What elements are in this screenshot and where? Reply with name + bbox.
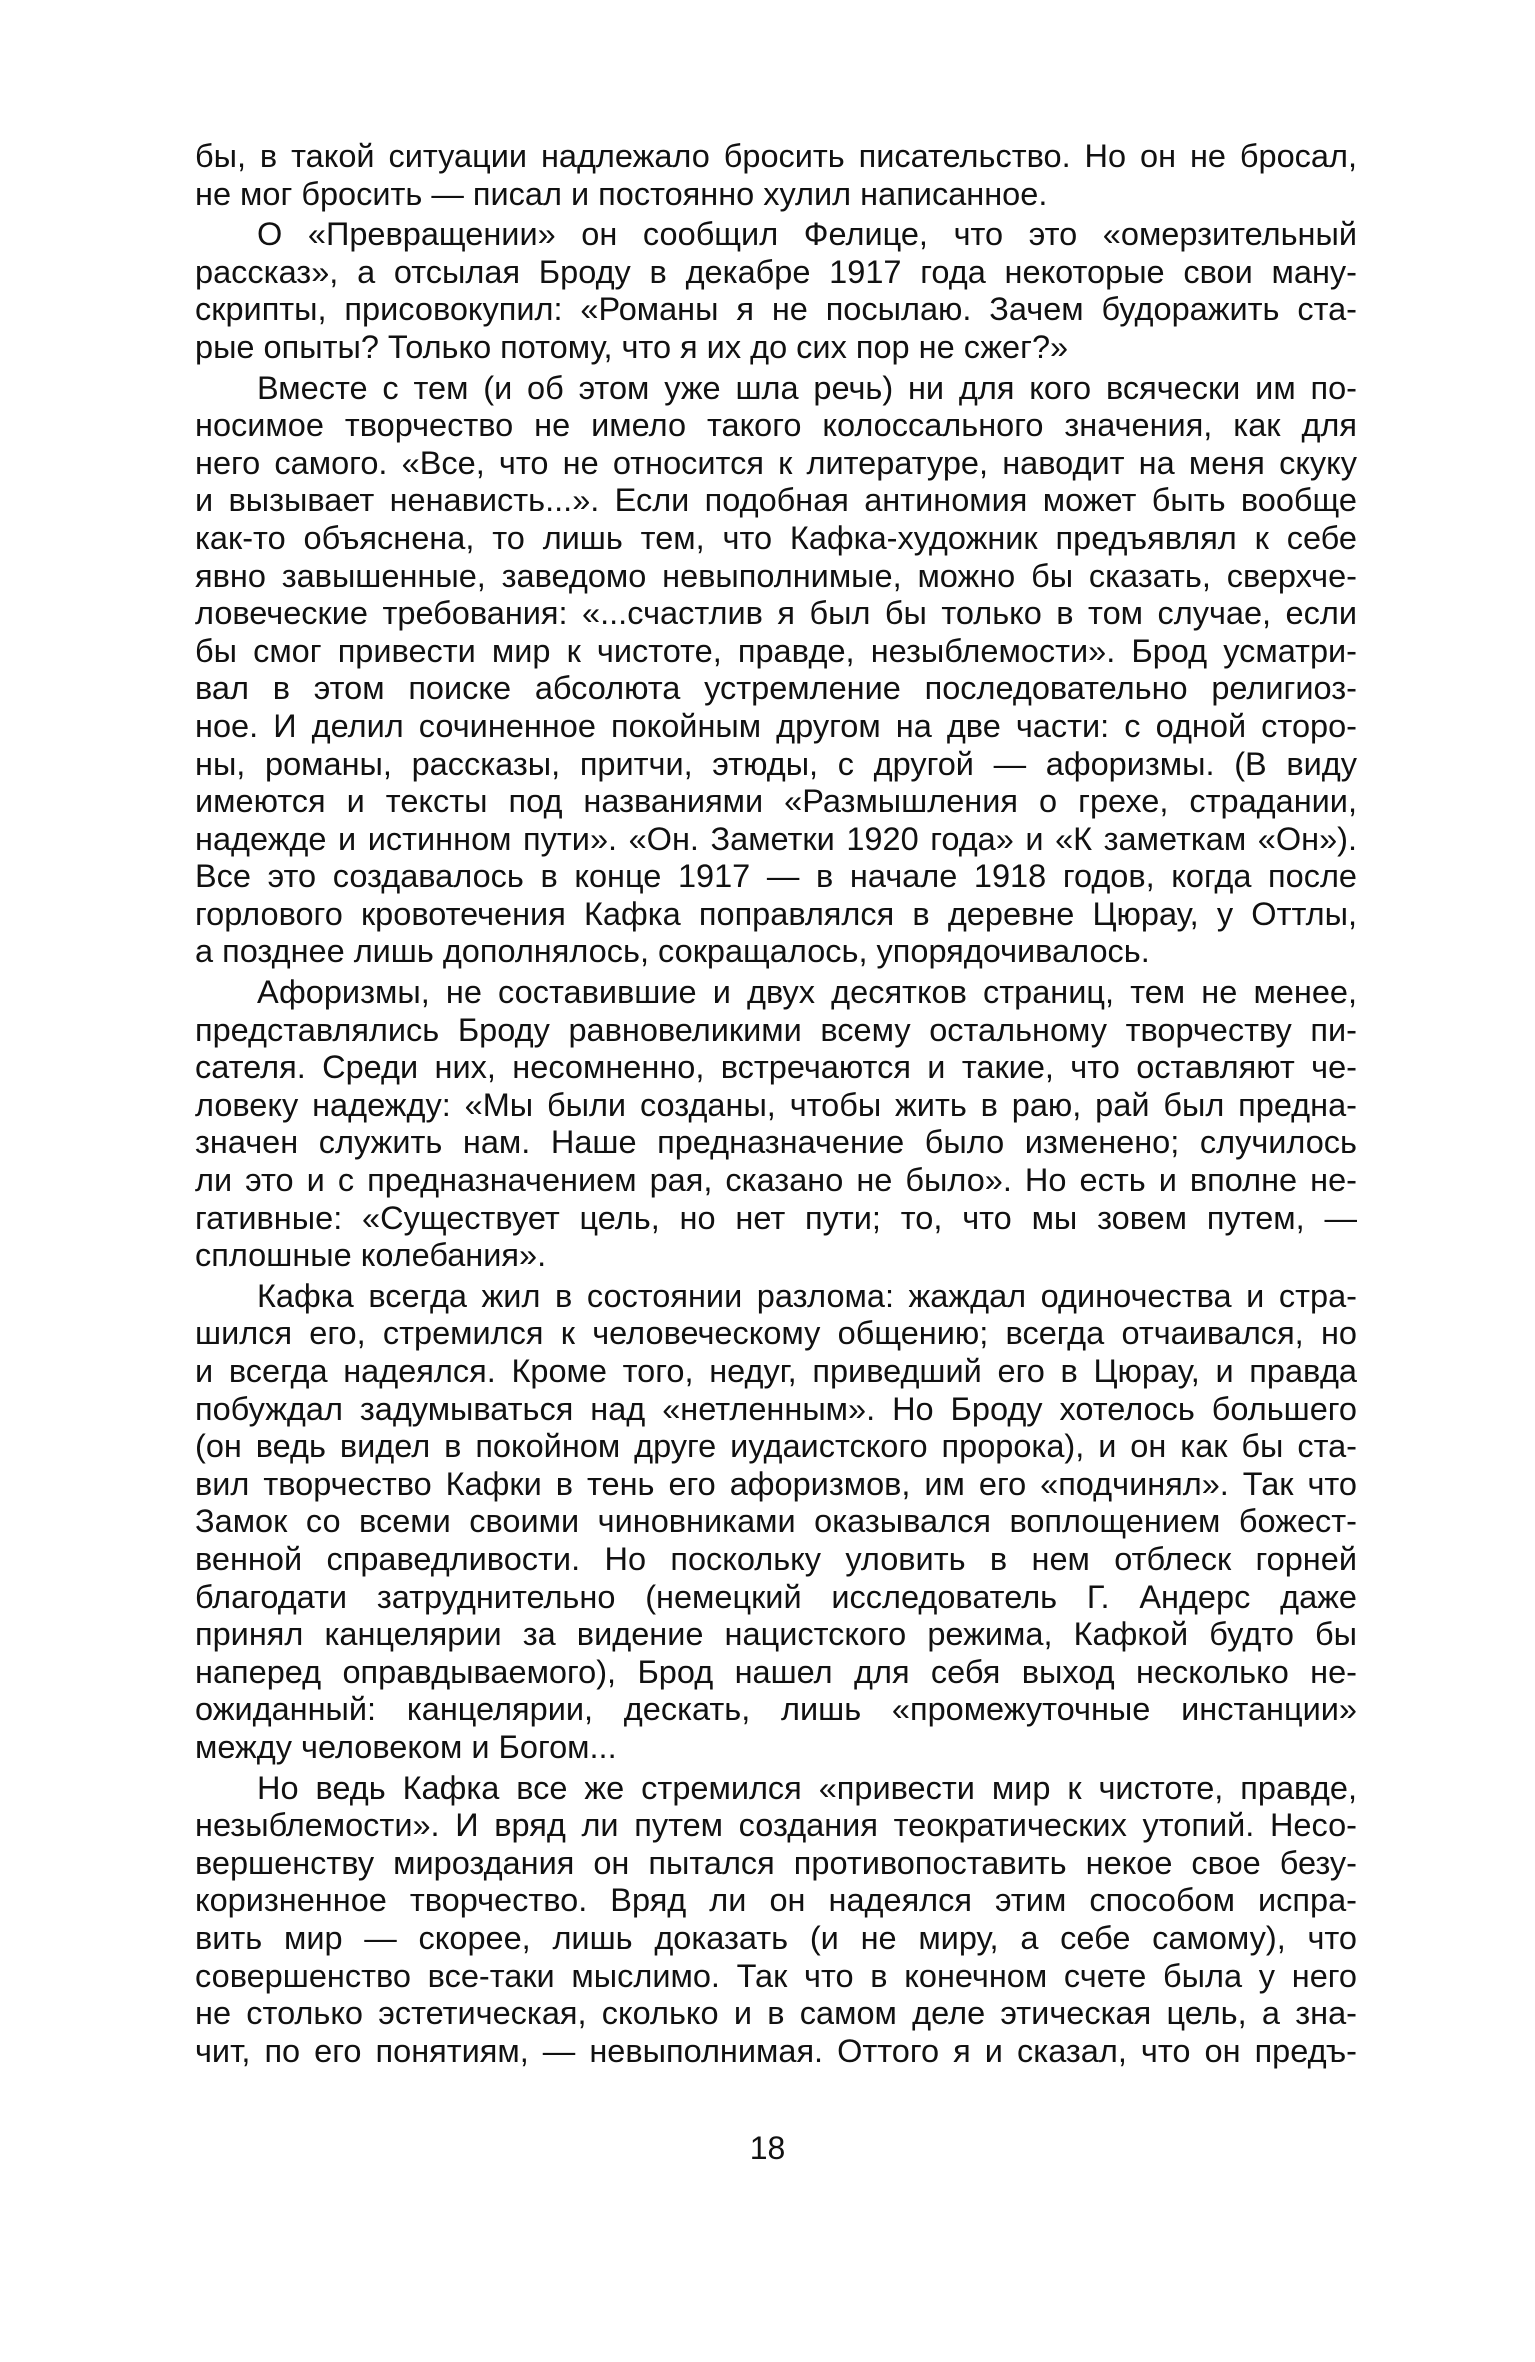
- text-line: наперед оправдываемого), Брод нашел для себя выход несколько не-: [195, 1653, 1357, 1690]
- text-line: него самого. «Все, что не относится к литературе, наводит на меня скуку: [195, 444, 1357, 481]
- text-line: значен служить нам. Наше предназначение было изменено; случилось: [195, 1124, 1357, 1161]
- text-line: принял канцелярии за видение нацистского режима, Кафкой будто бы: [195, 1616, 1357, 1653]
- text-line: имеются и тексты под названиями «Размышления о грехе, страдании,: [195, 783, 1357, 820]
- page-number: 18: [749, 2130, 786, 2166]
- text-line: явно завышенные, заведомо невыполнимые, можно бы сказать, сверхче-: [195, 557, 1357, 594]
- text-line: ожиданный: канцелярии, дескать, лишь «промежуточные инстанции»: [195, 1691, 1357, 1728]
- text-line: Кафка всегда жил в состоянии разлома: жаждал одиночества и стра-: [257, 1277, 1357, 1314]
- text-line: Но ведь Кафка все же стремился «привести мир к чистоте, правде,: [257, 1769, 1357, 1806]
- text-line: незыблемости». И вряд ли путем создания теократических утопий. Несо-: [195, 1807, 1357, 1844]
- paragraph: [195, 138, 1357, 213]
- text-line: ны, романы, рассказы, притчи, этюды, с другой — афоризмы. (В виду: [195, 745, 1357, 782]
- text-line: совершенство все-таки мыслимо. Так что в конечном счете была у него: [195, 1957, 1357, 1994]
- text-line: венной справедливости. Но поскольку уловить в нем отблеск горней: [195, 1540, 1357, 1577]
- text-line: вить мир — скорее, лишь доказать (и не миру, а себе самому), что: [195, 1919, 1357, 1956]
- paragraph: [195, 216, 1357, 366]
- text-line: горлового кровотечения Кафка поправлялся в деревне Цюрау, у Оттлы,: [195, 895, 1357, 932]
- paragraph: [195, 1278, 1357, 1767]
- text-line: О «Превращении» он сообщил Фелице, что это «омерзительный: [257, 216, 1357, 253]
- text-line: ловеческие требования: «...счастлив я был бы только в том случае, если: [195, 595, 1357, 632]
- text-line: вершенству мироздания он пытался противопоставить некое свое безу-: [195, 1844, 1357, 1881]
- text-line: как-то объяснена, то лишь тем, что Кафка-художник предъявлял к себе: [195, 519, 1357, 556]
- text-line: рые опыты? Только потому, что я их до сих пор не сжег?»: [195, 328, 1069, 365]
- text-line: носимое творчество не имело такого колоссального значения, как для: [195, 407, 1357, 444]
- text-line: представлялись Броду равновеликими всему остальному творчеству пи-: [195, 1011, 1357, 1048]
- text-line: чит, по его понятиям, — невыполнимая. Оттого я и сказал, что он предъ-: [195, 2032, 1357, 2069]
- text-line: ловеку надежду: «Мы были созданы, чтобы жить в раю, рай был предна-: [195, 1086, 1357, 1123]
- text-line: и всегда надеялся. Кроме того, недуг, приведший его в Цюрау, и правда: [195, 1353, 1357, 1389]
- text-line: Замок со всеми своими чиновниками оказывался воплощением божест-: [195, 1503, 1357, 1540]
- text-line: и вызывает ненависть...». Если подобная антиномия может быть вообще: [195, 482, 1357, 519]
- text-line: рассказ», а отсылая Броду в декабре 1917 года некоторые свои ману-: [195, 253, 1357, 290]
- text-line: Афоризмы, не составившие и двух десятков страниц, тем не менее,: [257, 974, 1357, 1011]
- text-line: сплошные колебания».: [195, 1237, 547, 1274]
- text-line: скрипты, присовокупил: «Романы я не посылаю. Зачем будоражить ста-: [195, 291, 1357, 328]
- text-line: не столько эстетическая, сколько и в самом деле этическая цель, а зна-: [195, 1995, 1357, 2032]
- text-line: Все это создавалось в конце 1917 — в начале 1918 годов, когда после: [195, 858, 1357, 895]
- text-line: бы смог привести мир к чистоте, правде, незыблемости». Брод усматри-: [195, 632, 1357, 669]
- text-line: благодати затруднительно (немецкий исследователь Г. Андерс даже: [195, 1578, 1357, 1615]
- text-line: а позднее лишь дополнялось, сокращалось, упорядочивалось.: [195, 933, 1150, 970]
- text-line: шился его, стремился к человеческому общению; всегда отчаивался, но: [195, 1315, 1357, 1352]
- text-line: Вместе с тем (и об этом уже шла речь) ни для кого всячески им по-: [257, 369, 1357, 406]
- text-line: вил творчество Кафки в тень его афоризмов, им его «подчинял». Так что: [195, 1465, 1357, 1502]
- paragraph: [195, 1770, 1357, 2071]
- paragraph: [195, 370, 1357, 972]
- text-line: сателя. Среди них, несомненно, встречаются и такие, что оставляют че-: [195, 1049, 1357, 1086]
- text-line: гативные: «Существует цель, но нет пути; то, что мы зовем путем, —: [195, 1199, 1357, 1236]
- text-line: ли это и с предназначением рая, сказано не было». Но есть и вполне не-: [195, 1162, 1357, 1199]
- text-line: не мог бросить — писал и постоянно хулил написанное.: [195, 175, 1048, 212]
- text-line: (он ведь видел в покойном друге иудаистского пророка), и он как бы ста-: [195, 1428, 1357, 1465]
- text-line: бы, в такой ситуации надлежало бросить писательство. Но он не бросал,: [195, 138, 1357, 174]
- text-line: коризненное творчество. Вряд ли он надеялся этим способом испра-: [195, 1882, 1357, 1919]
- text-line: вал в этом поиске абсолюта устремление последовательно религиоз-: [195, 670, 1357, 707]
- body-text: [195, 138, 1357, 2070]
- text-line: ное. И делил сочиненное покойным другом на две части: с одной сторо-: [195, 707, 1357, 744]
- paragraph: [195, 974, 1357, 1275]
- text-line: между человеком и Богом...: [195, 1728, 617, 1765]
- text-line: побуждал задумываться над «нетленным». Но Броду хотелось большего: [195, 1390, 1357, 1427]
- text-line: надежде и истинном пути». «Он. Заметки 1920 года» и «К заметкам «Он»).: [195, 820, 1357, 857]
